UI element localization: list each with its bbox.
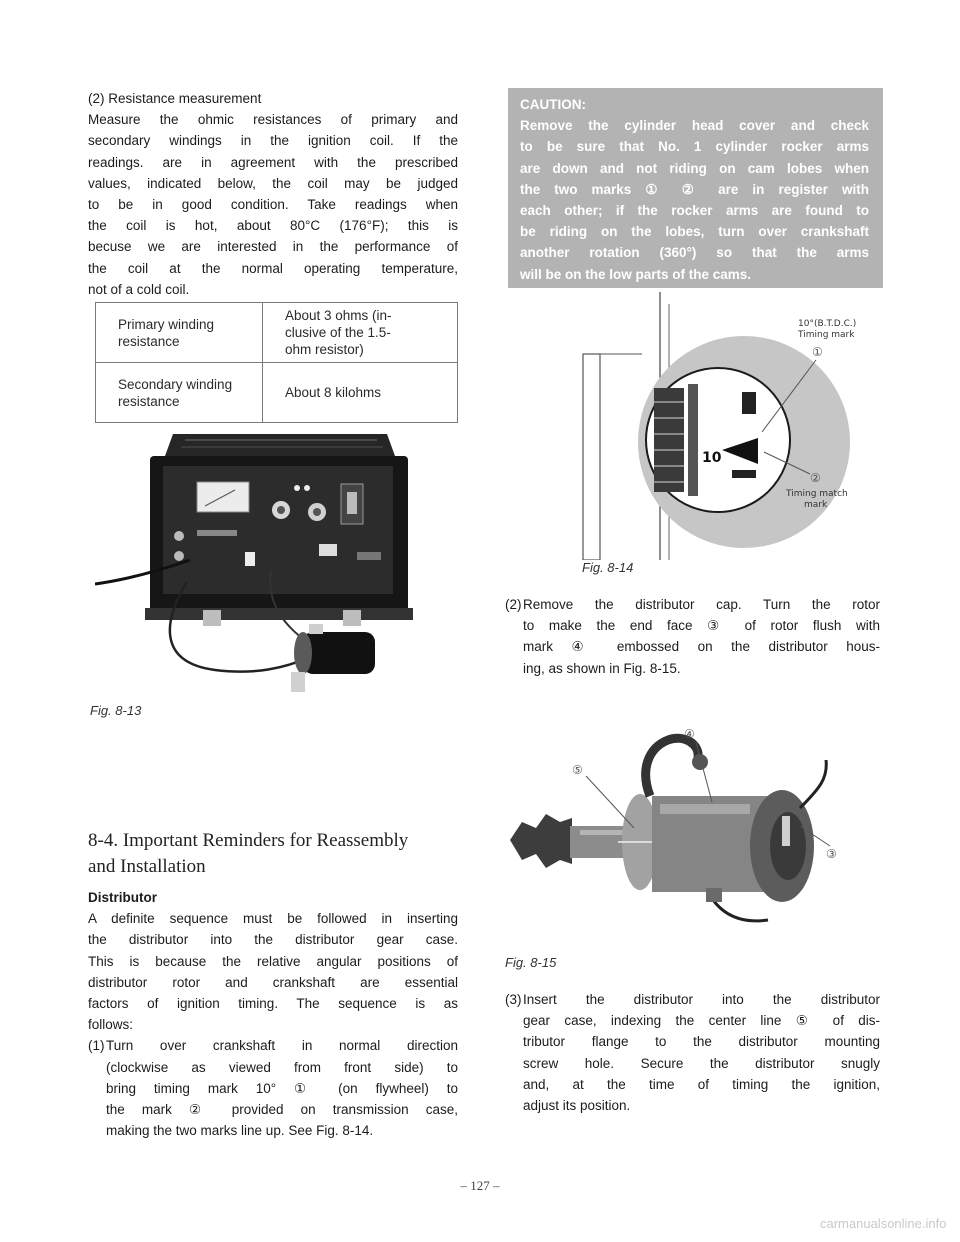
indicator-light [304,485,310,491]
coil-terminal [309,624,323,634]
table-cell-label [96,303,263,363]
resistance-line: to be in good condition. Take readings when [88,196,458,212]
indicator-light [294,485,300,491]
match-mark-label: mark [804,500,828,510]
ring-gear [654,388,684,492]
callout-3: ③ [826,847,837,861]
step-3-line [505,989,880,1010]
fig-8-13-photo [95,432,460,694]
step-2-number: (2) [505,597,522,612]
distributor-line: the distributor into the distributor gear case. [88,932,458,948]
resistance-section [88,88,458,300]
step-2-line [505,594,880,615]
resistance-line: Measure the ohmic resistances of primary and [88,112,458,128]
callout-4: ④ [684,727,695,741]
step-3-text: Insert the distributor into the distributor [523,992,880,1007]
cell-line: resistance [118,333,180,349]
resistance-line: becuse we are interested in the performance of [88,239,458,255]
case-latch [343,610,361,626]
caution-title: CAUTION: [520,97,586,112]
distributor-section [88,887,458,1141]
mark-10-label: 10 [702,450,722,466]
flywheel-rim [688,384,698,496]
table-cell-value [263,363,458,423]
fig-8-15-photo [500,718,880,948]
fig-8-15-caption: Fig. 8-15 [505,955,557,970]
timing-mark-label: Timing mark [798,330,855,340]
jack [174,531,184,541]
panel-label [197,530,237,536]
housing-highlight [660,804,750,814]
coil-bracket [291,672,305,692]
section-heading-line: and Installation [88,856,206,877]
jack [174,551,184,561]
step-1-line: (clockwise as viewed from front side) to [106,1059,458,1075]
knob-center [313,508,321,516]
caution-line: another rotation (360°) so that the arms [520,245,869,261]
panel-label [357,552,381,560]
fig-8-13-caption: Fig. 8-13 [90,703,142,718]
cell-line: About 3 ohms (in- [285,308,392,323]
step-1-line: bring timing mark 10° ① (on flywheel) to [106,1080,458,1096]
step-2-text: Remove the distributor cap. Turn the rotor [523,597,880,612]
wire-grommet [706,888,722,902]
match-mark-label: Timing match [786,489,848,499]
caution-box [508,88,883,288]
meter-window [197,482,249,512]
distributor-line: factors of ignition timing. The sequence is as [88,995,458,1011]
fig-8-14-caption: Fig. 8-14 [582,560,634,575]
step-1-line: the mark ② provided on transmission case, [106,1101,458,1117]
caution-line: to be sure that No. 1 cylinder rocker arms [520,139,869,155]
resistance-line: not of a cold coil. [88,281,190,297]
section-heading [88,828,408,880]
table-row [96,363,458,423]
cell-line: About 8 kilohms [285,385,382,400]
section-heading-line: 8-4. Important Reminders for Reassembly [88,830,409,851]
step-2-line: mark ④ embossed on the distributor hous- [523,639,880,655]
step-2-line: ing, as shown in Fig. 8-15. [523,660,681,676]
cell-line: clusive of the 1.5- [285,325,391,340]
resistance-table [95,302,458,423]
resistance-line: secondary windings in the ignition coil. If the [88,133,458,149]
timing-tick [732,470,756,478]
step-1-text: Turn over crankshaft in normal direction [106,1038,458,1054]
distributor-line: This is because the relative angular positions of [88,953,458,969]
cell-line: resistance [118,393,180,409]
table-cell-label [96,363,263,423]
page-number: – 127 – [460,1178,500,1193]
cell-line: Secondary winding [118,376,233,392]
distributor-line: distributor rotor and crankshaft are essential [88,974,458,990]
connector [319,544,337,556]
caution-line: are down and not riding on cam lobes when [520,160,869,176]
resistance-heading: (2) Resistance measurement [88,91,262,106]
resistance-line: readings. are in agreement with the prescribed [88,154,458,170]
caution-line: will be on the low parts of the cams. [520,266,752,282]
step-3-number: (3) [505,992,522,1007]
caution-line: each other; if the rocker arms are found to [520,202,869,218]
step-3-line: and, at the time of timing the ignition, [523,1076,880,1092]
distributor-heading: Distributor [88,890,157,905]
cell-line: Primary winding [118,316,215,332]
caution-line: the two marks ① ② are in register with [520,181,869,197]
step-2 [505,594,880,679]
timing-tick [742,392,756,414]
callout-1: ① [812,345,823,359]
distributor-line: A definite sequence must be followed in inserting [88,911,458,927]
angle-label: 10°(B.T.D.C.) [798,319,857,329]
table-cell-value [263,303,458,363]
step-3-line: tributor flange to the distributor mounting [523,1034,880,1050]
table-row [96,303,458,363]
step-1-line: making the two marks line up. See Fig. 8-14. [106,1123,374,1139]
connector [245,552,255,566]
step-2-line: to make the end face ③ of rotor flush with [523,618,880,634]
rotor [782,816,790,846]
ignition-coil [303,632,375,674]
step-3 [505,989,880,1116]
knob-center [277,506,285,514]
resistance-line: values, indicated below, the coil may be judged [88,175,458,191]
caution-line: Remove the cylinder head cover and check [520,118,869,134]
case-lid [165,434,395,456]
switch [347,492,357,514]
step-1-line [88,1035,458,1056]
cell-line: ohm resistor) [285,342,364,357]
distributor-line: follows: [88,1017,134,1033]
callout-5: ⑤ [572,763,583,777]
step-3-line: adjust its position. [523,1097,631,1113]
fig-8-14-diagram [572,292,892,560]
coil-end-cap [294,632,312,674]
step-3-line: screw hole. Secure the distributor snugly [523,1055,880,1071]
callout-2: ② [810,471,821,485]
resistance-line: the coil at the normal operating temperature, [88,260,458,276]
case-latch [203,610,221,626]
step-3-line: gear case, indexing the center line ⑤ of dis- [523,1013,880,1029]
housing-edge [583,354,600,560]
resistance-line: the coil is hot, about 80°C (176°F); this is [88,218,458,234]
step-1-number: (1) [88,1038,105,1054]
caution-line: be riding on the lobes, turn over crankshaft [520,224,869,240]
watermark: carmanualsonline.info [820,1216,947,1231]
